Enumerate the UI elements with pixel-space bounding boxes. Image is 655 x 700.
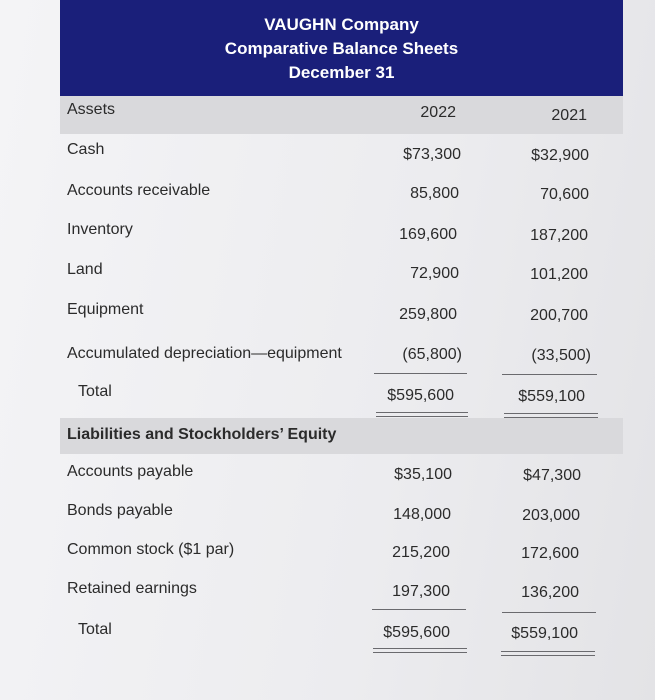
liability-row-2022: $35,100 xyxy=(394,466,452,483)
asset-row-2022: 259,800 xyxy=(399,306,457,323)
asset-row-label: Equipment xyxy=(67,301,144,318)
liability-row-2021: 136,200 xyxy=(521,584,579,601)
company-name: VAUGHN Company xyxy=(264,15,419,34)
liability-row-label: Bonds payable xyxy=(67,502,173,519)
liability-row-2022: 215,200 xyxy=(392,544,450,561)
liability-row-2022: 197,300 xyxy=(392,583,450,600)
liability-row-2022: 148,000 xyxy=(393,506,451,523)
assets-section-label: Assets xyxy=(67,101,116,118)
asset-row-2021: 70,600 xyxy=(540,186,589,203)
year-2021-header: 2021 xyxy=(551,107,587,124)
asset-row-2021: (33,500) xyxy=(531,347,591,364)
asset-row-2021: 101,200 xyxy=(530,266,588,283)
asset-row-2021: $32,900 xyxy=(531,147,589,164)
asset-row-label: Cash xyxy=(67,141,105,158)
liability-row-label: Accounts payable xyxy=(67,463,194,480)
assets-total-label: Total xyxy=(78,383,112,400)
double-underline xyxy=(501,651,595,656)
liability-row-2021: $47,300 xyxy=(523,467,581,484)
liabilities-total-label: Total xyxy=(78,621,112,638)
asset-row-2021: 200,700 xyxy=(530,307,588,324)
subtotal-rule xyxy=(374,373,467,374)
asset-row-label: Land xyxy=(67,261,103,278)
assets-total-2021: $559,100 xyxy=(518,388,585,405)
asset-row-2021: 187,200 xyxy=(530,227,588,244)
statement-date: December 31 xyxy=(288,63,395,82)
liability-row-label: Retained earnings xyxy=(67,580,197,597)
asset-row-2022: 169,600 xyxy=(399,226,457,243)
subtotal-rule xyxy=(502,612,596,613)
liability-row-2021: 203,000 xyxy=(522,507,580,524)
asset-row-label: Accounts receivable xyxy=(67,182,211,199)
statement-title: Comparative Balance Sheets xyxy=(224,39,459,58)
liabilities-total-2021: $559,100 xyxy=(511,625,578,642)
subtotal-rule xyxy=(502,374,597,375)
double-underline xyxy=(376,412,468,417)
asset-row-label: Accumulated depreciation—equipment xyxy=(67,345,342,362)
asset-row-2022: 72,900 xyxy=(410,265,459,282)
asset-row-2022: 85,800 xyxy=(410,185,459,202)
statement-header xyxy=(60,0,623,96)
liabilities-total-2022: $595,600 xyxy=(383,624,450,641)
asset-row-2022: $73,300 xyxy=(403,146,461,163)
asset-row-label: Inventory xyxy=(67,221,133,238)
year-2022-header: 2022 xyxy=(420,104,456,121)
liability-row-label: Common stock ($1 par) xyxy=(67,541,235,558)
asset-row-2022: (65,800) xyxy=(402,346,462,363)
liabilities-section-label: Liabilities and Stockholders’ Equity xyxy=(67,426,337,443)
assets-total-2022: $595,600 xyxy=(387,387,454,404)
liability-row-2021: 172,600 xyxy=(521,545,579,562)
double-underline xyxy=(373,648,467,653)
subtotal-rule xyxy=(372,609,466,610)
